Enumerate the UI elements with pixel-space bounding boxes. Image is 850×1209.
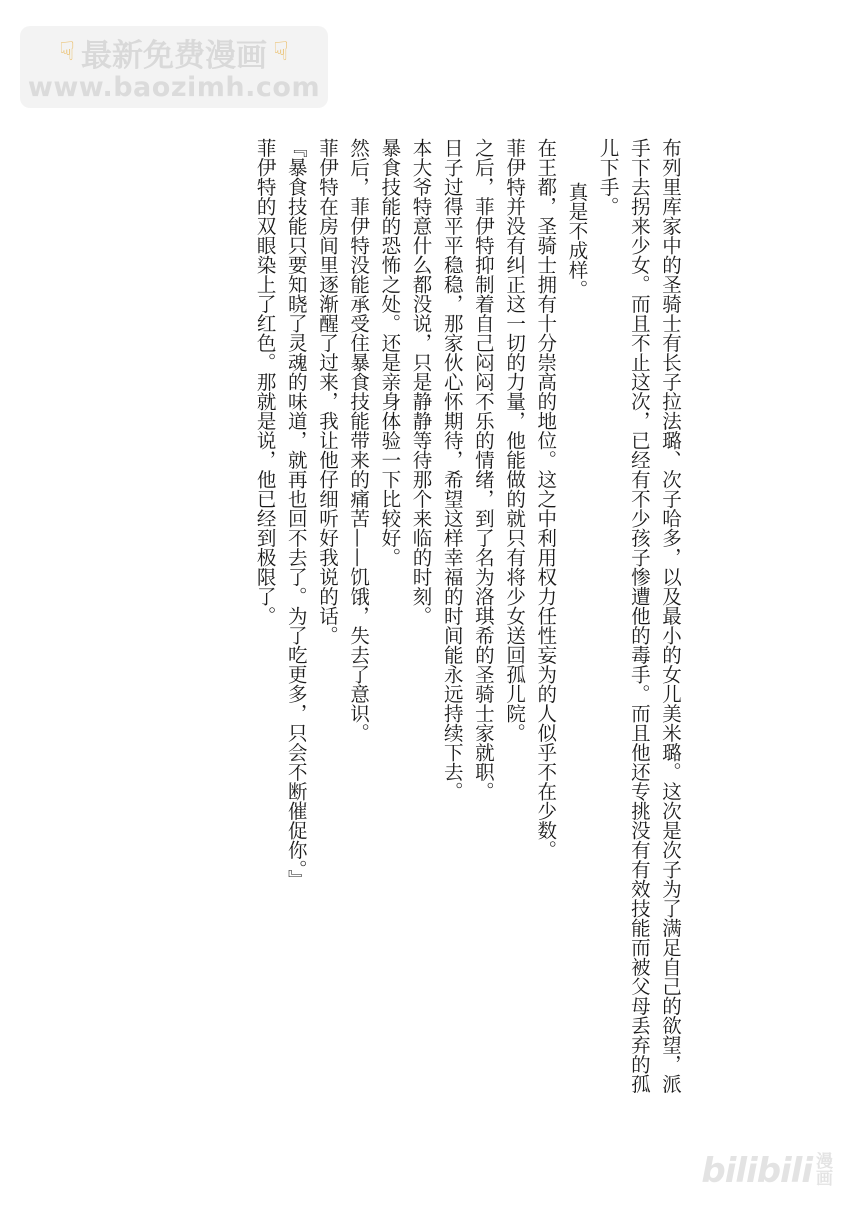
watermark-banner — [20, 26, 328, 108]
pointing-hand-icon: ☟ — [59, 37, 75, 67]
logo-sub-text: 漫画 — [816, 1152, 833, 1189]
watermark-title: 最新免费漫画 — [81, 37, 267, 74]
paragraph: 暴食技能的恐怖之处。还是亲身体验一下比较好。 — [378, 138, 402, 567]
paragraph: 菲伊特的双眼染上了红色。那就是说，他已经到极限了。 — [253, 138, 277, 626]
paragraph: 『暴食技能只要知晓了灵魂的味道，就再也回不去了。为了吃更多，只会不断催促你。』 — [284, 138, 308, 889]
pointing-hand-icon: ☟ — [273, 37, 289, 67]
paragraph: 在王都，圣骑士拥有十分崇高的地位。这之中利用权力任性妄为的人似乎不在少数。 — [534, 138, 558, 860]
paragraph: 布列里库家中的圣骑士有长子拉法璐、次子哈多，以及最小的女儿美米璐。这次是次子为了满足自己的欲望，派手下去拐来少女。而且不止这次，已经有不少孩子惨遭他的毒手。而且他还专挑没有有效技能而被父母丢弃的孤儿下手。 — [596, 138, 682, 1094]
watermark-title-row — [20, 32, 328, 72]
paragraph: 然后，菲伊特没能承受住暴食技能带来的痛苦——饥饿，失去了意识。 — [347, 138, 371, 743]
paragraph: 日子过得平平稳稳，那家伙心怀期待，希望这样幸福的时间能永远持续下去。 — [440, 138, 464, 801]
paragraph: 菲伊特并没有纠正这一切的力量，他能做的就只有将少女送回孤儿院。 — [503, 138, 527, 743]
logo-text: bilibili — [701, 1151, 812, 1191]
paragraph: 菲伊特在房间里逐渐醒了过来，我让他仔细听好我说的话。 — [315, 138, 339, 645]
paragraph: 真是不成样。 — [565, 182, 589, 299]
paragraph: 之后，菲伊特抑制着自己闷闷不乐的情绪，到了名为洛琪希的圣骑士家就职。 — [471, 138, 495, 801]
bilibili-manga-logo — [701, 1151, 836, 1191]
novel-text — [249, 138, 686, 1098]
watermark-url: www.baozimh.com — [27, 72, 321, 103]
paragraph: 本大爷特意什么都没说，只是静静等待那个来临的时刻。 — [409, 138, 433, 626]
